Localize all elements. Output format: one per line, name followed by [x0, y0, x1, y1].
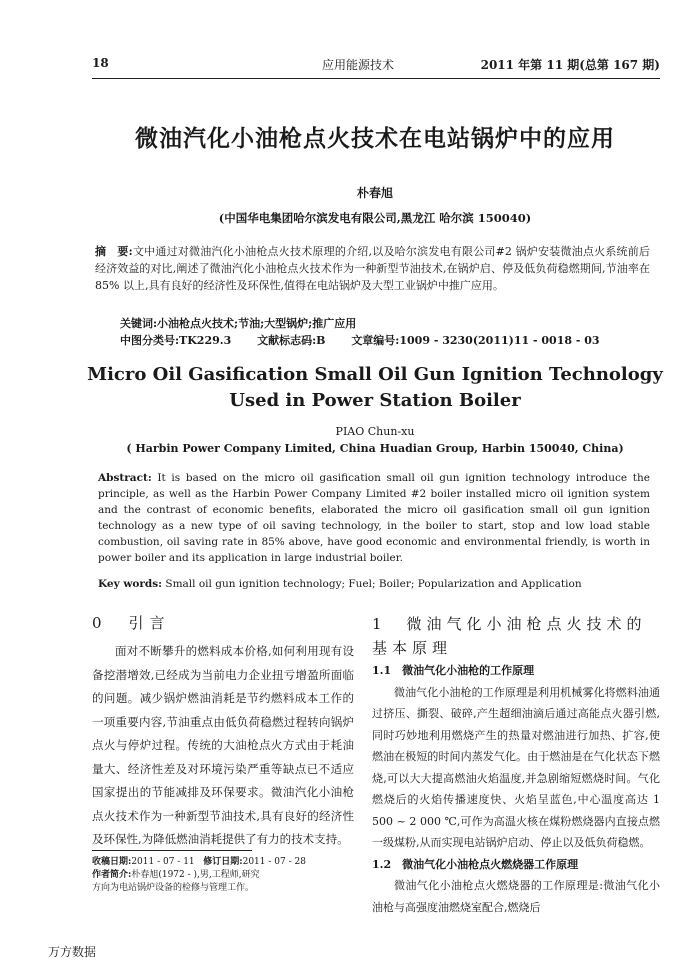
title-en-line1: Micro Oil Gasification Small Oil Gun Ignition Technology — [87, 364, 663, 385]
issue-info: 2011 年第 11 期(总第 167 期) — [480, 58, 660, 72]
keywords-en — [98, 578, 582, 590]
abstract-cn — [95, 243, 650, 294]
keywords-en-label: Key words: — [98, 578, 163, 590]
section-0-heading: 0 引言 — [92, 614, 171, 632]
abstract-en-label: Abstract: — [98, 472, 152, 484]
subsection-1-2-paragraph: 微油气化小油枪点火燃烧器的工作原理是:微油气化小油枪与高强度油燃烧室配合,燃烧后 — [372, 879, 660, 914]
clc-number: 中图分类号:TK229.3 — [120, 334, 232, 347]
article-number: 文章编号:1009 - 3230(2011)11 - 0018 - 03 — [351, 334, 600, 347]
received-label: 收稿日期: — [92, 857, 132, 867]
section-1-heading: 1 微油气化小油枪点火技术的基本原理 — [372, 615, 647, 657]
footnote-rule — [92, 850, 252, 851]
bio-label: 作者简介: — [92, 870, 132, 880]
keywords-cn: 关键词:小油枪点火技术;节油;大型锅炉;推广应用 — [120, 317, 357, 330]
abstract-cn-label: 摘 要: — [95, 245, 133, 258]
footnote-bio — [92, 869, 267, 895]
section-0-body — [92, 640, 354, 852]
footnote — [92, 856, 306, 895]
section-1-body — [372, 660, 660, 918]
subsection-1-2-heading: 1.2 微油气化小油枪点火燃烧器工作原理 — [372, 857, 579, 871]
journal-name: 应用能源技术 — [322, 58, 395, 72]
doc-code: 文献标志码:B — [257, 334, 326, 347]
keywords-en-text: Small oil gun ignition technology; Fuel; Boiler; Popularization and Application — [162, 578, 582, 590]
page-number: 18 — [92, 56, 109, 70]
header-rule — [92, 78, 660, 79]
author-cn: 朴春旭 — [356, 186, 393, 200]
classification-line — [120, 332, 622, 348]
revised-label: 修订日期: — [203, 857, 243, 867]
watermark: 万方数据 — [48, 945, 97, 959]
subsection-1-1-paragraph: 微油气化小油枪的工作原理是利用机械雾化将燃料油通过挤压、撕裂、破碎,产生超细油滴后通过高能点火器引燃,同时巧妙地利用燃烧产生的热量对燃油进行加热、扩容,使燃油在极短的时间内蒸发气化。由于燃油是在气化状态下燃烧,可以大大提高燃油火焰温度,并急剧缩短燃烧时间。气化燃烧后的火焰传播速度快、火焰呈蓝色,中心温度高达 1 500 ~ 2 000 ℃,可作为高温火核在煤粉燃烧器内直接点燃一级煤粉,从而实现电站锅炉启动、停止以及低负荷稳燃。 — [372, 685, 660, 849]
author-en: PIAO Chun-xu — [335, 425, 415, 438]
bio-text: 朴春旭(1972 - ),男,工程师,研究方向为电站锅炉设备的检修与管理工作。 — [92, 870, 260, 893]
abstract-cn-text: 文中通过对微油汽化小油枪点火技术原理的介绍,以及哈尔滨发电有限公司#2 锅炉安装微油点火系统前后经济效益的对比,阐述了微油汽化小油枪点火技术作为一种新型节油技术,在锅炉启、停及低负荷稳燃期间,节油率在 85% 以上,具有良好的经济性及环保性,值得在电站锅炉及大型工业锅炉中推广应用。 — [95, 245, 650, 292]
section-0-paragraph: 面对不断攀升的燃料成本价格,如何利用现有设备挖潜增效,已经成为当前电力企业扭亏增盈所面临的问题。减少锅炉燃油消耗是节约燃料成本工作的一项重要内容,节油重点由低负荷稳燃过程转向锅炉点火与停炉过程。传统的大油枪点火方式由于耗油量大、经济性差及对环境污染严重等缺点已不适应国家提出的节能减排及环保要求。微油汽化小油枪点火技术作为一种新型节油技术,具有良好的经济性及环保性,为降低燃油消耗提供了有力的技术支持。 — [92, 644, 354, 846]
subsection-1-1-heading: 1.1 微油气化小油枪的工作原理 — [372, 664, 535, 677]
page-header — [92, 54, 660, 74]
received-date: 2011 - 07 - 11 — [131, 857, 195, 867]
footnote-dates — [92, 856, 306, 869]
affiliation-en: ( Harbin Power Company Limited, China Huadian Group, Harbin 150040, China) — [126, 442, 624, 455]
abstract-en — [98, 470, 650, 566]
title-en — [60, 362, 690, 414]
affiliation-cn: (中国华电集团哈尔滨发电有限公司,黑龙江 哈尔滨 150040) — [218, 211, 532, 225]
abstract-en-text: It is based on the micro oil gasification small oil gun ignition technology introduce the principle, as well as the Harbin Power Company Limited #2 boiler installed micro oil ignition system and the contrast of economic benefits, elaborated the micro oil gasification small oil gun ignition technology as a new type of oil saving technology, in the boiler to start, stop and low load stable combustion, oil saving rate in 85% above, have good economic and environmental friendly, is worth in power boiler and its application in large industrial boiler. — [98, 472, 650, 564]
title-cn: 微油汽化小油枪点火技术在电站锅炉中的应用 — [135, 125, 615, 152]
title-en-line2: Used in Power Station Boiler — [229, 390, 521, 411]
revised-date: 2011 - 07 - 28 — [242, 857, 306, 867]
